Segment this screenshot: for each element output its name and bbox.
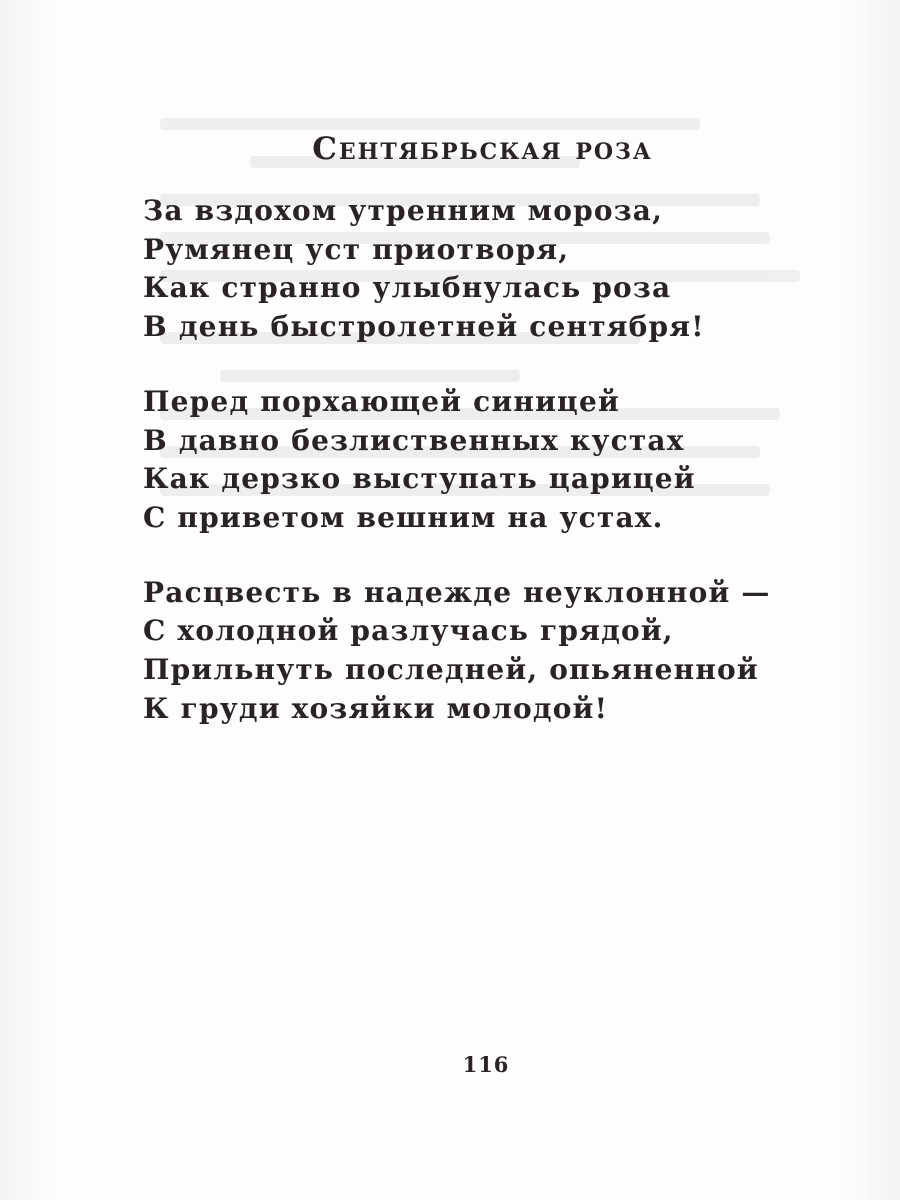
poem-line: В давно безлиственных кустах (143, 423, 685, 457)
page-number: 116 (462, 1052, 510, 1077)
poem-line: Перед порхающей синицей (143, 384, 620, 418)
poem-line: Румянец уст приотворя, (143, 232, 570, 266)
poem-line: Как странно улыбнулась роза (143, 271, 672, 305)
stanza-1 (143, 192, 843, 347)
poem-line: С холодной разлучась грядой, (143, 614, 674, 648)
poem-line: Как дерзко выступать царицей (143, 462, 696, 496)
poem-line: Прильнуть последней, опьяненной (143, 653, 759, 687)
stanza-3 (143, 574, 843, 729)
poem-line: В день быстролетней сентября! (143, 310, 705, 344)
poem-title: Сентябрьская роза (312, 130, 653, 167)
stanza-2 (143, 383, 843, 538)
poem-line: К груди хозяйки молодой! (143, 691, 609, 725)
poem-line: За вздохом утренним мороза, (143, 194, 664, 227)
poem-line: Расцвесть в надежде неуклонной — (143, 575, 771, 609)
poem-line: С приветом вешним на устах. (143, 500, 664, 534)
poem-body (143, 192, 843, 764)
